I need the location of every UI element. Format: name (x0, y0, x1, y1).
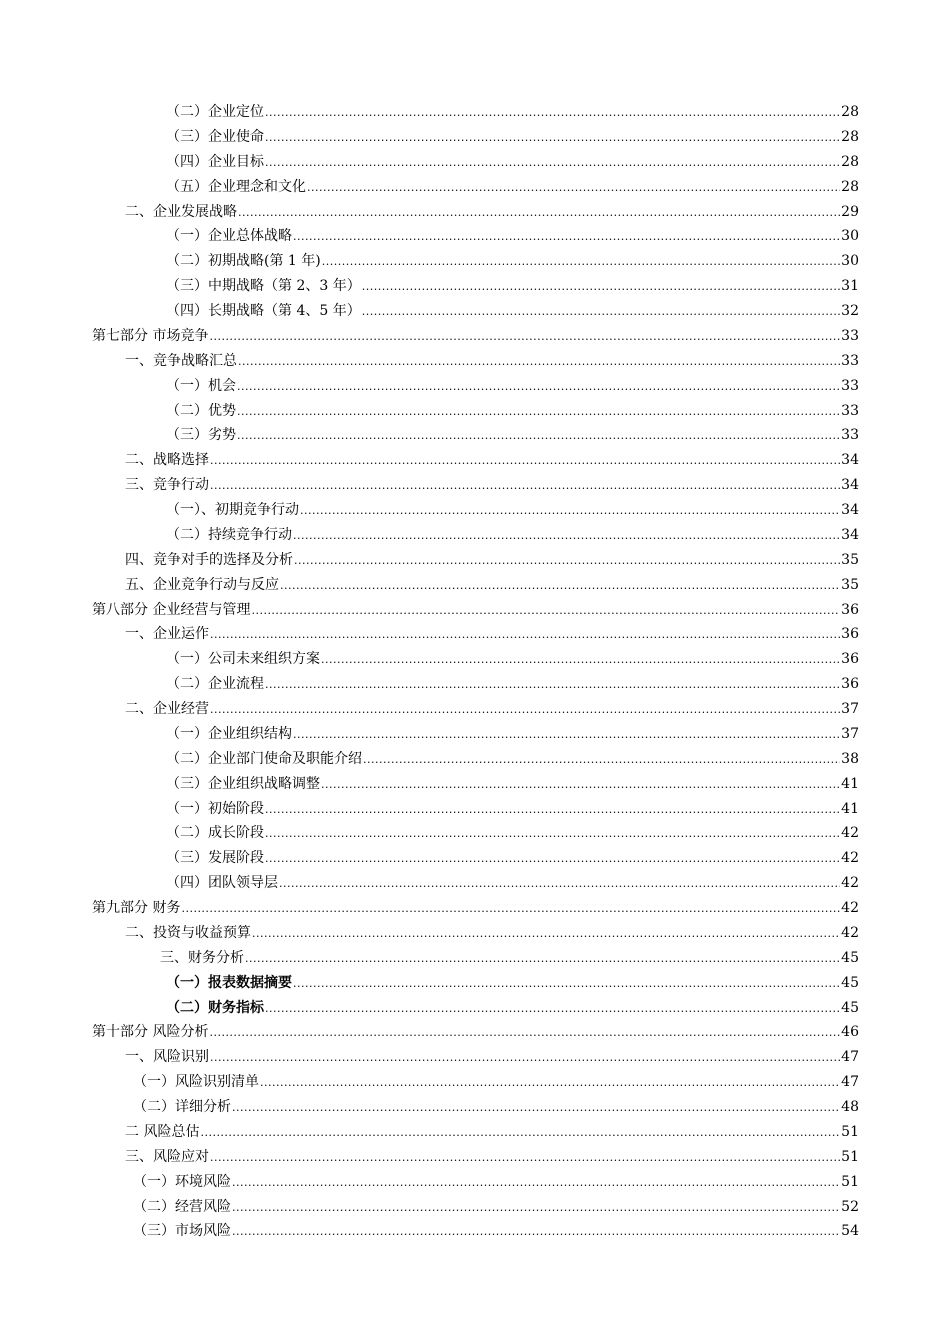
toc-entry[interactable] (92, 399, 859, 424)
toc-entry[interactable] (92, 821, 859, 846)
toc-dot-leader (265, 125, 840, 151)
toc-entry[interactable] (92, 523, 859, 548)
toc-entry[interactable] (92, 896, 859, 921)
toc-entry-title: （三）企业使命 (166, 128, 264, 145)
toc-dot-leader (363, 747, 840, 773)
toc-entry-page: 30 (841, 253, 859, 270)
toc-entry[interactable] (92, 573, 859, 598)
toc-entry[interactable] (92, 1120, 859, 1145)
toc-entry[interactable] (92, 200, 859, 225)
toc-entry[interactable] (92, 921, 859, 946)
toc-dot-leader (210, 697, 840, 723)
toc-entry-page: 28 (841, 104, 859, 120)
toc-entry-page: 46 (841, 1024, 859, 1041)
toc-entry-page: 37 (841, 701, 859, 717)
toc-entry-title: 一、竞争战略汇总 (125, 352, 237, 369)
toc-entry-title: （四）企业目标 (166, 153, 264, 170)
toc-entry[interactable] (92, 772, 859, 797)
toc-dot-leader (210, 448, 840, 474)
toc-entry[interactable] (92, 672, 859, 697)
toc-entry-page: 51 (841, 1173, 859, 1190)
toc-entry-page: 45 (841, 974, 859, 991)
toc-entry-page: 51 (841, 1148, 859, 1165)
toc-entry-page: 45 (841, 999, 859, 1016)
toc-dot-leader (321, 647, 840, 673)
toc-entry-page: 52 (841, 1198, 859, 1215)
toc-dot-leader (209, 324, 840, 350)
toc-entry-title: 二 风险总估 (125, 1123, 200, 1140)
toc-dot-leader (209, 1020, 840, 1046)
toc-entry[interactable] (92, 697, 859, 722)
toc-entry-title: （二）初期战略(第 1 年) (166, 253, 321, 270)
toc-dot-leader (232, 1095, 840, 1121)
toc-dot-leader (300, 498, 840, 524)
toc-entry-title: （三）企业组织战略调整 (166, 775, 320, 792)
toc-entry[interactable] (92, 598, 859, 623)
toc-entry-page: 31 (841, 278, 859, 295)
toc-entry-page: 48 (841, 1099, 859, 1115)
toc-entry-page: 34 (841, 477, 859, 494)
toc-entry-title: （二）企业定位 (166, 104, 264, 120)
toc-entry-page: 32 (841, 303, 859, 319)
toc-dot-leader (293, 722, 840, 748)
toc-entry-title: 三、财务分析 (160, 949, 244, 966)
toc-entry-title: 第十部分 风险分析 (92, 1024, 209, 1041)
toc-entry-title: 三、风险应对 (125, 1148, 209, 1165)
toc-entry-page: 29 (841, 203, 859, 220)
toc-entry-title: 四、竞争对手的选择及分析 (125, 551, 293, 568)
toc-entry[interactable] (92, 374, 859, 399)
toc-entry-title: 二、投资与收益预算 (125, 924, 251, 941)
toc-entry-title: （一）风险识别清单 (133, 1074, 259, 1091)
toc-dot-leader (362, 274, 840, 300)
toc-entry-page: 42 (841, 875, 859, 892)
toc-entry-title: （二）优势 (166, 402, 236, 419)
toc-entry-title: （三）发展阶段 (166, 850, 264, 867)
toc-dot-leader (265, 150, 840, 176)
toc-dot-leader (210, 473, 840, 499)
toc-dot-leader (279, 871, 840, 897)
toc-dot-leader (294, 548, 840, 574)
toc-entry[interactable] (92, 846, 859, 871)
toc-entry-title: 五、企业竞争行动与反应 (125, 576, 279, 593)
toc-entry-title: 第九部分 财务 (92, 900, 181, 916)
toc-dot-leader (181, 896, 840, 922)
toc-entry[interactable] (92, 647, 859, 672)
toc-dot-leader (280, 573, 840, 599)
toc-dot-leader (245, 946, 840, 972)
toc-entry-page: 33 (841, 377, 859, 394)
toc-dot-leader (210, 1145, 840, 1171)
toc-entry-page: 37 (841, 725, 859, 742)
toc-entry-page: 33 (841, 352, 859, 369)
toc-dot-leader (293, 971, 840, 997)
table-of-contents (92, 100, 859, 1244)
toc-entry[interactable] (92, 1020, 859, 1045)
toc-entry[interactable] (92, 1045, 859, 1070)
toc-entry-title: （一）企业总体战略 (166, 228, 292, 245)
toc-entry-title: （一）报表数据摘要 (166, 974, 292, 991)
toc-entry-page: 33 (841, 327, 859, 344)
toc-entry-page: 33 (841, 427, 859, 444)
toc-entry-page: 54 (841, 1223, 859, 1240)
toc-dot-leader (265, 100, 840, 126)
toc-entry-title: （二）企业流程 (166, 676, 264, 693)
toc-entry[interactable] (92, 622, 859, 647)
toc-entry[interactable] (92, 498, 859, 523)
toc-entry-title: （二）详细分析 (133, 1099, 231, 1115)
toc-entry-title: （三）市场风险 (133, 1223, 231, 1240)
toc-entry[interactable] (92, 1170, 859, 1195)
toc-dot-leader (265, 996, 840, 1022)
toc-entry-page: 35 (841, 551, 859, 568)
toc-entry[interactable] (92, 1219, 859, 1244)
toc-entry-page: 36 (841, 601, 859, 618)
toc-dot-leader (210, 1045, 840, 1071)
toc-dot-leader (210, 622, 840, 648)
toc-entry[interactable] (92, 747, 859, 772)
toc-entry[interactable] (92, 448, 859, 473)
toc-entry-title: （三）劣势 (166, 427, 236, 444)
toc-entry-page: 38 (841, 750, 859, 767)
toc-entry-title: （二）成长阶段 (166, 825, 264, 842)
toc-entry[interactable] (92, 324, 859, 349)
toc-entry[interactable] (92, 150, 859, 175)
toc-entry-page: 36 (841, 676, 859, 693)
toc-dot-leader (260, 1070, 840, 1096)
toc-entry-title: （一）机会 (166, 377, 236, 394)
toc-entry-title: 二、企业经营 (125, 701, 209, 717)
toc-dot-leader (232, 1170, 840, 1196)
toc-dot-leader (265, 797, 840, 823)
toc-entry-page: 42 (841, 850, 859, 867)
toc-entry[interactable] (92, 946, 859, 971)
toc-entry[interactable] (92, 299, 859, 324)
toc-entry-page: 45 (841, 949, 859, 966)
toc-entry[interactable] (92, 125, 859, 150)
toc-entry-page: 36 (841, 626, 859, 643)
toc-entry[interactable] (92, 996, 859, 1021)
toc-entry-page: 28 (841, 153, 859, 170)
toc-entry-page: 35 (841, 576, 859, 593)
toc-dot-leader (238, 349, 840, 375)
toc-entry[interactable] (92, 349, 859, 374)
toc-entry[interactable] (92, 423, 859, 448)
toc-entry[interactable] (92, 224, 859, 249)
toc-entry[interactable] (92, 175, 859, 200)
toc-entry-title: （五）企业理念和文化 (166, 178, 306, 195)
toc-entry-title: （二）企业部门使命及职能介绍 (166, 750, 362, 767)
toc-entry-title: （二）持续竞争行动 (166, 526, 292, 543)
toc-dot-leader (237, 399, 840, 425)
toc-dot-leader (251, 598, 840, 624)
toc-entry-page: 47 (841, 1074, 859, 1091)
toc-entry-page: 34 (841, 502, 859, 518)
toc-entry-page: 41 (841, 775, 859, 792)
toc-entry-page: 42 (841, 900, 859, 916)
toc-entry[interactable] (92, 473, 859, 498)
toc-entry[interactable] (92, 100, 859, 125)
toc-dot-leader (293, 224, 840, 250)
toc-entry[interactable] (92, 722, 859, 747)
toc-entry[interactable] (92, 971, 859, 996)
toc-entry-title: 二、企业发展战略 (125, 203, 237, 220)
toc-entry-title: （二）财务指标 (166, 999, 264, 1016)
toc-dot-leader (237, 374, 840, 400)
toc-entry-page: 28 (841, 128, 859, 145)
toc-entry-page: 33 (841, 402, 859, 419)
toc-entry[interactable] (92, 1070, 859, 1095)
toc-entry-title: （一）、初期竞争行动 (166, 502, 299, 518)
toc-dot-leader (232, 1195, 840, 1221)
toc-dot-leader (238, 200, 840, 226)
toc-entry[interactable] (92, 249, 859, 274)
toc-entry-title: （一）企业组织结构 (166, 725, 292, 742)
toc-entry-title: 一、风险识别 (125, 1049, 209, 1066)
toc-entry-title: 第七部分 市场竞争 (92, 327, 209, 344)
toc-entry-page: 41 (841, 800, 859, 817)
toc-entry-title: （一）公司未来组织方案 (166, 651, 320, 668)
toc-entry-page: 34 (841, 526, 859, 543)
toc-dot-leader (265, 846, 840, 872)
toc-entry-page: 30 (841, 228, 859, 245)
toc-entry[interactable] (92, 1195, 859, 1220)
toc-entry-page: 28 (841, 178, 859, 195)
toc-dot-leader (200, 1120, 840, 1146)
toc-entry-title: （一）环境风险 (133, 1173, 231, 1190)
toc-entry-page: 36 (841, 651, 859, 668)
toc-dot-leader (265, 672, 840, 698)
toc-dot-leader (237, 423, 840, 449)
toc-dot-leader (321, 772, 840, 798)
toc-entry-page: 42 (841, 924, 859, 941)
toc-dot-leader (322, 249, 840, 275)
toc-dot-leader (265, 821, 840, 847)
toc-dot-leader (232, 1219, 840, 1245)
toc-dot-leader (293, 523, 840, 549)
toc-entry-title: 第八部分 企业经营与管理 (92, 601, 251, 618)
toc-dot-leader (307, 175, 840, 201)
toc-entry-title: （二）经营风险 (133, 1198, 231, 1215)
toc-entry-page: 51 (841, 1123, 859, 1140)
toc-dot-leader (362, 299, 840, 325)
toc-entry-title: （四）长期战略（第 4、5 年） (166, 303, 361, 319)
toc-entry[interactable] (92, 274, 859, 299)
toc-entry[interactable] (92, 1145, 859, 1170)
toc-dot-leader (252, 921, 840, 947)
toc-entry[interactable] (92, 797, 859, 822)
toc-entry[interactable] (92, 548, 859, 573)
toc-entry-page: 34 (841, 452, 859, 469)
toc-entry-title: 一、企业运作 (125, 626, 209, 643)
toc-entry-title: （一）初始阶段 (166, 800, 264, 817)
toc-entry-page: 47 (841, 1049, 859, 1066)
toc-entry-title: 二、战略选择 (125, 452, 209, 469)
toc-entry[interactable] (92, 1095, 859, 1120)
toc-entry[interactable] (92, 871, 859, 896)
toc-entry-page: 42 (841, 825, 859, 842)
toc-entry-title: （三）中期战略（第 2、3 年） (166, 278, 361, 295)
toc-entry-title: 三、竞争行动 (125, 477, 209, 494)
toc-entry-title: （四）团队领导层 (166, 875, 278, 892)
